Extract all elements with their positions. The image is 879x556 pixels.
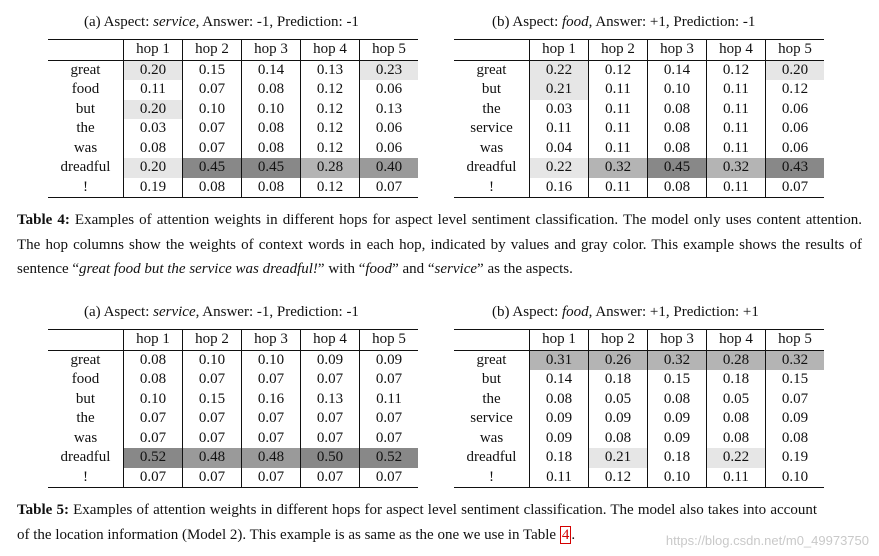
column-header: hop 5 (766, 330, 825, 351)
column-header: hop 2 (589, 330, 648, 351)
weight-cell: 0.11 (589, 178, 648, 198)
table-row (454, 350, 824, 370)
weight-cell: 0.14 (242, 60, 301, 80)
weight-cell: 0.03 (124, 119, 183, 139)
table-row (48, 448, 418, 468)
table-row (454, 429, 824, 449)
table-row (48, 139, 418, 159)
context-word: the (48, 119, 124, 139)
weight-cell: 0.18 (707, 370, 766, 390)
weight-cell: 0.07 (375, 429, 403, 446)
table4-caption: Table 4: Examples of attention weights in different hops for aspect level sentiment classification. The model only uses content attention. The hop columns show the weights of context words in each hop, indicated by values and gray color. This example shows the results of sentence “great food but the service was dreadful!” with “food” and “service” as the aspects. (17, 212, 862, 277)
table-row (48, 158, 418, 178)
watermark: https://blog.csdn.net/m0_49973750 (665, 533, 869, 548)
weight-cell: 0.12 (301, 80, 360, 100)
weight-cell: 0.12 (589, 60, 648, 80)
weight-cell: 0.45 (648, 158, 707, 178)
weight-cell: 0.07 (360, 468, 419, 488)
weight-cell: 0.08 (781, 429, 809, 446)
weight-cell: 0.13 (375, 100, 403, 117)
weight-cell: 0.04 (530, 139, 589, 159)
column-header: hop 3 (242, 40, 301, 61)
column-header: hop 4 (707, 330, 766, 351)
weight-cell: 0.03 (530, 100, 589, 120)
weight-cell: 0.07 (183, 119, 242, 139)
weight-cell: 0.08 (530, 390, 589, 410)
weight-cell: 0.15 (648, 370, 707, 390)
weight-cell: 0.18 (648, 448, 707, 468)
weight-cell: 0.31 (530, 350, 589, 370)
weight-cell: 0.32 (648, 350, 707, 370)
table5a-aspect: service (153, 304, 196, 320)
weight-cell: 0.10 (183, 350, 242, 370)
weight-cell: 0.45 (242, 158, 301, 178)
corner-cell (48, 40, 124, 61)
column-header: hop 5 (360, 330, 419, 351)
context-word: food (48, 80, 124, 100)
corner-cell (48, 330, 124, 351)
attention-table (48, 329, 418, 488)
weight-cell: 0.07 (301, 468, 360, 488)
context-word: the (454, 390, 530, 410)
weight-cell: 0.22 (530, 60, 589, 80)
weight-cell: 0.09 (589, 409, 648, 429)
table-row (454, 390, 824, 410)
weight-cell: 0.07 (375, 371, 403, 387)
table5-label: Table 5: (17, 502, 69, 518)
column-header: hop 1 (530, 40, 589, 61)
weight-cell: 0.52 (124, 448, 183, 468)
weight-cell: 0.09 (530, 409, 589, 429)
weight-cell: 0.07 (124, 468, 183, 488)
weight-cell: 0.20 (124, 60, 183, 80)
weight-cell: 0.09 (301, 350, 360, 370)
context-word: service (454, 119, 530, 139)
weight-cell: 0.07 (781, 390, 809, 407)
table5a-caption: (a) Aspect: service, Answer: -1, Prediction: -1 (84, 304, 359, 320)
table-row (454, 158, 824, 178)
table-row (454, 60, 824, 80)
weight-cell: 0.11 (589, 139, 648, 159)
weight-cell: 0.15 (183, 390, 242, 410)
weight-cell: 0.07 (242, 409, 301, 429)
header-row (454, 40, 824, 61)
table4b (454, 39, 824, 198)
table5-caption: Table 5: Examples of attention weights in different hops for aspect level sentiment classification. The model also takes into account of the location information (Model 2). This example is as same as the one we use in Table 4 . (17, 502, 817, 543)
weight-cell: 0.19 (781, 449, 809, 465)
table-row (454, 80, 824, 100)
column-header: hop 1 (124, 330, 183, 351)
example-sentence: great food but the service was dreadful! (79, 261, 318, 277)
column-header: hop 2 (589, 40, 648, 61)
table-row (454, 119, 824, 139)
weight-cell: 0.07 (360, 178, 419, 198)
context-word: ! (48, 468, 124, 488)
attention-table (454, 329, 824, 488)
weight-cell: 0.16 (242, 390, 301, 410)
weight-cell: 0.07 (183, 429, 242, 449)
column-header: hop 4 (301, 330, 360, 351)
table5b-caption: (b) Aspect: food, Answer: +1, Prediction: +1 (492, 304, 759, 320)
weight-cell: 0.11 (707, 100, 766, 120)
table-row (48, 370, 418, 390)
weight-cell: 0.06 (781, 139, 809, 156)
weight-cell: 0.05 (707, 390, 766, 410)
weight-cell: 0.11 (124, 80, 183, 100)
weight-cell: 0.07 (375, 410, 403, 426)
table-reference-link[interactable]: 4 (561, 526, 570, 543)
column-header: hop 5 (360, 40, 419, 61)
context-word: but (454, 370, 530, 390)
weight-cell: 0.08 (648, 119, 707, 139)
context-word: great (454, 350, 530, 370)
weight-cell: 0.07 (766, 178, 825, 198)
header-row (48, 40, 418, 61)
weight-cell: 0.14 (530, 370, 589, 390)
context-word: was (454, 429, 530, 449)
weight-cell: 0.18 (530, 448, 589, 468)
table-row (454, 370, 824, 390)
column-header: hop 4 (707, 40, 766, 61)
context-word: was (454, 139, 530, 159)
weight-cell: 0.32 (589, 158, 648, 178)
weight-cell: 0.13 (301, 390, 360, 410)
context-word: was (48, 139, 124, 159)
weight-cell: 0.12 (301, 119, 360, 139)
weight-cell: 0.08 (648, 178, 707, 198)
weight-cell: 0.10 (766, 468, 825, 488)
weight-cell: 0.19 (124, 178, 183, 198)
corner-cell (454, 40, 530, 61)
table5a (48, 329, 418, 488)
weight-cell: 0.10 (242, 100, 301, 120)
weight-cell: 0.05 (589, 390, 648, 410)
column-header: hop 3 (242, 330, 301, 351)
table-row (48, 390, 418, 410)
weight-cell: 0.08 (242, 119, 301, 139)
weight-cell: 0.14 (648, 60, 707, 80)
weight-cell: 0.07 (183, 409, 242, 429)
attention-table (454, 39, 824, 198)
weight-cell: 0.11 (376, 390, 402, 407)
weight-cell: 0.10 (242, 350, 301, 370)
weight-cell: 0.08 (183, 178, 242, 198)
column-header: hop 3 (648, 40, 707, 61)
weight-cell: 0.48 (183, 448, 242, 468)
table-row (454, 409, 824, 429)
column-header: hop 2 (183, 40, 242, 61)
weight-cell: 0.12 (707, 60, 766, 80)
table-row (48, 350, 418, 370)
weight-cell: 0.12 (589, 468, 648, 488)
weight-cell: 0.07 (242, 370, 301, 390)
context-word: ! (454, 468, 530, 488)
table5b-aspect: food (561, 304, 589, 320)
context-word: great (454, 60, 530, 80)
weight-cell: 0.21 (589, 448, 648, 468)
weight-cell: 0.50 (301, 448, 360, 468)
weight-cell: 0.06 (781, 100, 809, 117)
context-word: was (48, 429, 124, 449)
table4b-caption: (b) Aspect: food, Answer: +1, Prediction: -1 (492, 14, 756, 30)
weight-cell: 0.08 (124, 139, 183, 159)
weight-cell: 0.20 (124, 100, 183, 120)
weight-cell: 0.15 (183, 60, 242, 80)
weight-cell: 0.07 (242, 468, 301, 488)
weight-cell: 0.11 (707, 119, 766, 139)
column-header: hop 5 (766, 40, 825, 61)
column-header: hop 3 (648, 330, 707, 351)
weight-cell: 0.11 (707, 80, 766, 100)
weight-cell: 0.07 (124, 429, 183, 449)
weight-cell: 0.07 (301, 370, 360, 390)
weight-cell: 0.07 (183, 468, 242, 488)
context-word: dreadful (48, 158, 124, 178)
weight-cell: 0.11 (589, 119, 648, 139)
weight-cell: 0.08 (707, 409, 766, 429)
weight-cell: 0.09 (648, 409, 707, 429)
weight-cell: 0.08 (242, 139, 301, 159)
context-word: dreadful (48, 448, 124, 468)
attention-table (48, 39, 418, 198)
context-word: but (48, 390, 124, 410)
weight-cell: 0.09 (781, 410, 809, 426)
weight-cell: 0.12 (301, 178, 360, 198)
weight-cell: 0.43 (766, 158, 825, 178)
weight-cell: 0.09 (530, 429, 589, 449)
table-row (48, 100, 418, 120)
context-word: but (454, 80, 530, 100)
weight-cell: 0.08 (707, 429, 766, 449)
context-word: food (48, 370, 124, 390)
weight-cell: 0.16 (530, 178, 589, 198)
table4b-aspect: food (561, 14, 589, 30)
context-word: great (48, 60, 124, 80)
weight-cell: 0.32 (766, 350, 825, 370)
weight-cell: 0.07 (124, 409, 183, 429)
weight-cell: 0.11 (707, 178, 766, 198)
weight-cell: 0.52 (360, 448, 419, 468)
header-row (454, 330, 824, 351)
weight-cell: 0.07 (301, 409, 360, 429)
weight-cell: 0.21 (530, 80, 589, 100)
weight-cell: 0.32 (707, 158, 766, 178)
weight-cell: 0.20 (766, 60, 825, 80)
weight-cell: 0.08 (648, 390, 707, 410)
context-word: the (454, 100, 530, 120)
corner-cell (454, 330, 530, 351)
weight-cell: 0.28 (707, 350, 766, 370)
weight-cell: 0.10 (183, 100, 242, 120)
table-row (48, 60, 418, 80)
table-row (454, 100, 824, 120)
table-row (48, 178, 418, 198)
weight-cell: 0.45 (183, 158, 242, 178)
table4a (48, 39, 418, 198)
weight-cell: 0.06 (375, 139, 403, 156)
header-row (48, 330, 418, 351)
context-word: dreadful (454, 448, 530, 468)
table4a-aspect: service (153, 14, 196, 30)
weight-cell: 0.08 (124, 350, 183, 370)
weight-cell: 0.10 (124, 390, 183, 410)
weight-cell: 0.22 (707, 448, 766, 468)
column-header: hop 1 (124, 40, 183, 61)
weight-cell: 0.07 (183, 139, 242, 159)
weight-cell: 0.08 (124, 370, 183, 390)
context-word: service (454, 409, 530, 429)
weight-cell: 0.11 (707, 139, 766, 159)
weight-cell: 0.06 (375, 81, 403, 97)
weight-cell: 0.20 (124, 158, 183, 178)
weight-cell: 0.06 (781, 120, 809, 136)
weight-cell: 0.12 (781, 81, 809, 97)
weight-cell: 0.08 (648, 139, 707, 159)
context-word: dreadful (454, 158, 530, 178)
weight-cell: 0.28 (301, 158, 360, 178)
weight-cell: 0.40 (360, 158, 419, 178)
column-header: hop 2 (183, 330, 242, 351)
weight-cell: 0.11 (707, 468, 766, 488)
context-word: great (48, 350, 124, 370)
weight-cell: 0.13 (301, 60, 360, 80)
weight-cell: 0.11 (530, 119, 589, 139)
weight-cell: 0.15 (781, 371, 809, 387)
weight-cell: 0.08 (242, 80, 301, 100)
table-row (454, 139, 824, 159)
table4-label: Table 4: (17, 212, 70, 228)
table-row (454, 448, 824, 468)
table4a-caption: (a) Aspect: service, Answer: -1, Prediction: -1 (84, 14, 359, 30)
table-row (48, 80, 418, 100)
table-row (48, 468, 418, 488)
weight-cell: 0.07 (183, 370, 242, 390)
weight-cell: 0.11 (530, 468, 589, 488)
weight-cell: 0.22 (530, 158, 589, 178)
weight-cell: 0.12 (301, 139, 360, 159)
weight-cell: 0.11 (589, 100, 648, 120)
weight-cell: 0.07 (242, 429, 301, 449)
weight-cell: 0.23 (360, 60, 419, 80)
table-row (48, 409, 418, 429)
context-word: the (48, 409, 124, 429)
weight-cell: 0.06 (375, 120, 403, 136)
context-word: ! (48, 178, 124, 198)
weight-cell: 0.10 (648, 80, 707, 100)
table-row (48, 119, 418, 139)
weight-cell: 0.08 (242, 178, 301, 198)
table5b (454, 329, 824, 488)
weight-cell: 0.48 (242, 448, 301, 468)
weight-cell: 0.07 (301, 429, 360, 449)
weight-cell: 0.11 (589, 80, 648, 100)
table-row (454, 468, 824, 488)
weight-cell: 0.26 (589, 350, 648, 370)
weight-cell: 0.09 (375, 351, 403, 368)
weight-cell: 0.07 (183, 80, 242, 100)
column-header: hop 1 (530, 330, 589, 351)
weight-cell: 0.18 (589, 370, 648, 390)
context-word: ! (454, 178, 530, 198)
context-word: but (48, 100, 124, 120)
weight-cell: 0.08 (589, 429, 648, 449)
table-row (48, 429, 418, 449)
weight-cell: 0.08 (648, 100, 707, 120)
table-row (454, 178, 824, 198)
column-header: hop 4 (301, 40, 360, 61)
weight-cell: 0.10 (648, 468, 707, 488)
weight-cell: 0.09 (648, 429, 707, 449)
weight-cell: 0.12 (301, 100, 360, 120)
